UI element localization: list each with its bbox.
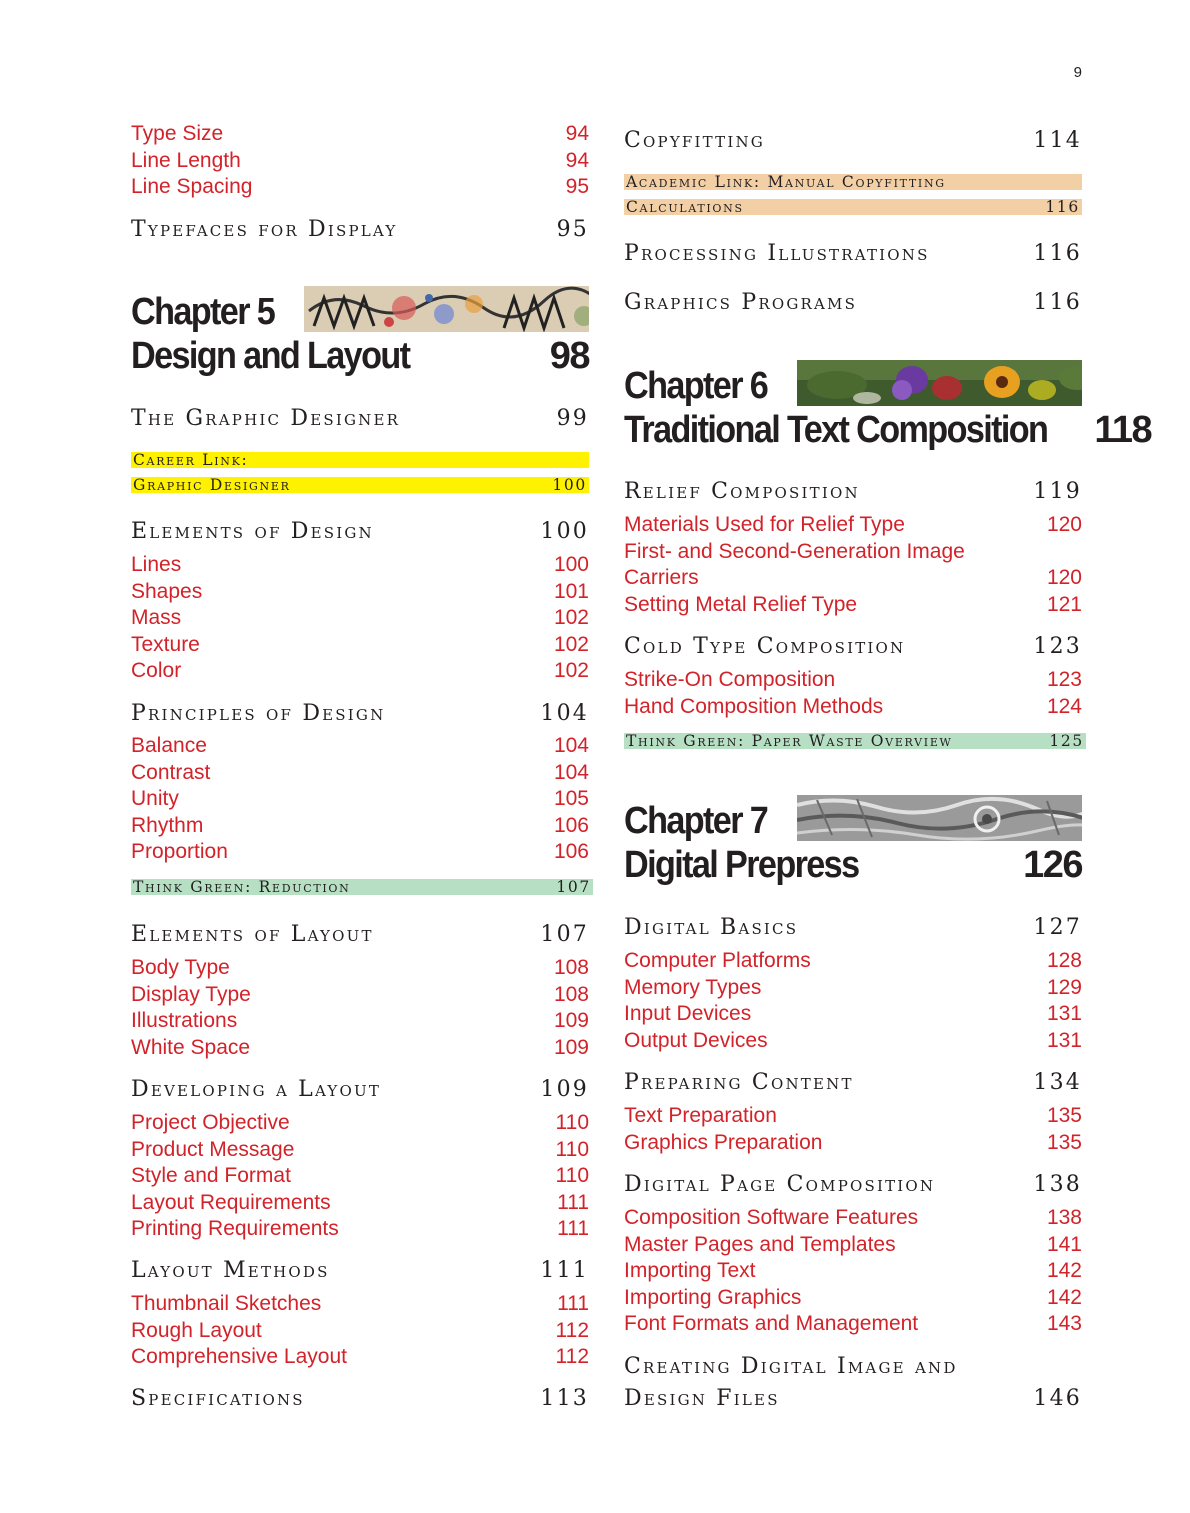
academic-link-line-1: Academic Link: Manual Copyfitting: [624, 174, 1082, 190]
toc-entry-master-pages[interactable]: Master Pages and Templates 141: [624, 1232, 1082, 1256]
toc-entry-graphics-preparation[interactable]: Graphics Preparation 135: [624, 1130, 1082, 1154]
toc-heading-specifications[interactable]: Specifications 113: [131, 1386, 589, 1411]
toc-entry-memory-types[interactable]: Memory Types 129: [624, 975, 1082, 999]
toc-heading-cold-type[interactable]: Cold Type Composition 123: [624, 634, 1082, 659]
toc-heading-relief-composition[interactable]: Relief Composition 119: [624, 479, 1082, 504]
toc-entry-strike-on[interactable]: Strike-On Composition 123: [624, 668, 1082, 691]
chapter-7-label: Chapter 7: [624, 800, 768, 842]
toc-heading-typefaces-display[interactable]: Typefaces for Display 95: [131, 217, 589, 242]
toc-entry-hand-composition[interactable]: Hand Composition Methods 124: [624, 694, 1082, 718]
toc-entry-shapes[interactable]: Shapes 101: [131, 579, 589, 603]
toc-entry-input-devices[interactable]: Input Devices 131: [624, 1002, 1082, 1025]
toc-entry-composition-software[interactable]: Composition Software Features 138: [624, 1206, 1082, 1229]
toc-entry-line-spacing[interactable]: Line Spacing 95: [131, 175, 589, 198]
toc-entry-comprehensive-layout[interactable]: Comprehensive Layout 112: [131, 1345, 589, 1368]
toc-entry-body-type[interactable]: Body Type 108: [131, 956, 589, 979]
chapter-6-title: Traditional Text Composition: [624, 409, 1048, 451]
toc-entry-output-devices[interactable]: Output Devices 131: [624, 1028, 1082, 1052]
chapter-5-header[interactable]: [131, 286, 589, 378]
toc-list-relief: [624, 512, 1082, 618]
page-number: 9: [1073, 64, 1082, 81]
chapter-5-page: 98: [549, 335, 589, 377]
toc-entry-illustrations[interactable]: Illustrations 109: [131, 1009, 589, 1032]
career-link-line-2: Graphic Designer 100: [133, 476, 587, 494]
chapter-6-header[interactable]: [624, 360, 1152, 452]
toc-heading-elements-layout[interactable]: Elements of Layout 107: [131, 922, 589, 947]
chapter-5-label: Chapter 5: [131, 291, 275, 333]
toc-entry-mass[interactable]: Mass 102: [131, 606, 589, 629]
toc-heading-layout-methods[interactable]: Layout Methods 111: [131, 1258, 589, 1283]
toc-entry-product-message[interactable]: Product Message 110: [131, 1137, 589, 1161]
toc-entry-color[interactable]: Color 102: [131, 659, 589, 682]
toc-entry-contrast[interactable]: Contrast 104: [131, 760, 589, 784]
toc-entry-balance[interactable]: Balance 104: [131, 734, 589, 757]
toc-entry-white-space[interactable]: White Space 109: [131, 1035, 589, 1059]
career-link-line-1: Career Link:: [131, 452, 589, 468]
toc-entry-style-format[interactable]: Style and Format 110: [131, 1164, 589, 1187]
toc-list-page-composition: [624, 1205, 1082, 1338]
toc-entry-thumbnail-sketches[interactable]: Thumbnail Sketches 111: [131, 1292, 589, 1315]
toc-heading-developing-layout[interactable]: Developing a Layout 109: [131, 1077, 589, 1102]
toc-heading-digital-page-composition[interactable]: Digital Page Composition 138: [624, 1172, 1082, 1197]
chapter-7-header[interactable]: [624, 795, 1082, 887]
toc-heading-principles-design[interactable]: Principles of Design 104: [131, 701, 589, 726]
toc-list-elements-layout: [131, 955, 589, 1061]
chapter-6-banner-image: [797, 360, 1082, 406]
toc-entry-metal-relief[interactable]: Setting Metal Relief Type 121: [624, 592, 1082, 616]
toc-list-digital-basics: [624, 948, 1082, 1054]
toc-entry-importing-graphics[interactable]: Importing Graphics 142: [624, 1285, 1082, 1309]
toc-entry-materials-relief[interactable]: Materials Used for Relief Type 120: [624, 513, 1082, 536]
academic-link-line-2: Calculations 116: [626, 198, 1080, 216]
toc-entry-computer-platforms[interactable]: Computer Platforms 128: [624, 949, 1082, 972]
toc-list-methods: [131, 1291, 589, 1371]
think-green-paper-waste-box[interactable]: Think Green: Paper Waste Overview 125: [626, 732, 1084, 750]
toc-entry-lines[interactable]: Lines 100: [131, 553, 589, 576]
toc-list-type: [131, 121, 589, 201]
chapter-6-label: Chapter 6: [624, 365, 768, 407]
academic-link-box[interactable]: [624, 174, 1082, 215]
toc-heading-copyfitting[interactable]: Copyfitting 114: [624, 128, 1082, 153]
toc-list-principles: [131, 733, 589, 866]
toc-heading-digital-basics[interactable]: Digital Basics 127: [624, 915, 1082, 940]
toc-list-cold-type: [624, 667, 1082, 720]
toc-entry-image-carriers-line-2[interactable]: Carriers 120: [624, 566, 1082, 589]
toc-entry-project-objective[interactable]: Project Objective 110: [131, 1111, 589, 1134]
toc-entry-line-length[interactable]: Line Length 94: [131, 148, 589, 172]
chapter-7-page: 126: [1023, 844, 1082, 886]
chapter-7-banner-image: [797, 795, 1082, 841]
toc-heading-creating-digital-image[interactable]: Creating Digital Image and Design Files 146: [624, 1354, 1082, 1411]
toc-entry-type-size[interactable]: Type Size 94: [131, 122, 589, 145]
toc-heading-graphics-programs[interactable]: Graphics Programs 116: [624, 290, 1082, 315]
toc-entry-text-preparation[interactable]: Text Preparation 135: [624, 1104, 1082, 1127]
toc-entry-importing-text[interactable]: Importing Text 142: [624, 1259, 1082, 1282]
toc-entry-display-type[interactable]: Display Type 108: [131, 982, 589, 1006]
toc-heading-processing-illustrations[interactable]: Processing Illustrations 116: [624, 241, 1082, 266]
toc-entry-rough-layout[interactable]: Rough Layout 112: [131, 1318, 589, 1342]
toc-heading-graphic-designer[interactable]: The Graphic Designer 99: [131, 406, 589, 431]
toc-heading-elements-design[interactable]: Elements of Design 100: [131, 519, 589, 544]
toc-heading-preparing-content[interactable]: Preparing Content 134: [624, 1070, 1082, 1095]
toc-entry-layout-requirements[interactable]: Layout Requirements 111: [131, 1190, 589, 1214]
toc-entry-rhythm[interactable]: Rhythm 106: [131, 813, 589, 837]
toc-entry-image-carriers-line-1[interactable]: First- and Second-Generation Image: [624, 539, 965, 563]
toc-entry-font-formats[interactable]: Font Formats and Management 143: [624, 1312, 1082, 1335]
chapter-7-title: Digital Prepress: [624, 844, 859, 886]
toc-entry-printing-requirements[interactable]: Printing Requirements 111: [131, 1217, 589, 1240]
toc-entry-unity[interactable]: Unity 105: [131, 787, 589, 810]
career-link-box[interactable]: [131, 452, 589, 493]
chapter-5-title: Design and Layout: [131, 335, 410, 377]
toc-list-preparing: [624, 1103, 1082, 1156]
toc-list-elements-design: [131, 552, 589, 685]
toc-entry-proportion[interactable]: Proportion 106: [131, 840, 589, 863]
chapter-5-banner-image: [304, 286, 589, 332]
toc-entry-texture[interactable]: Texture 102: [131, 632, 589, 656]
think-green-reduction-box[interactable]: Think Green: Reduction 107: [133, 878, 591, 896]
chapter-6-page: 118: [1094, 409, 1152, 451]
toc-list-developing: [131, 1110, 589, 1243]
